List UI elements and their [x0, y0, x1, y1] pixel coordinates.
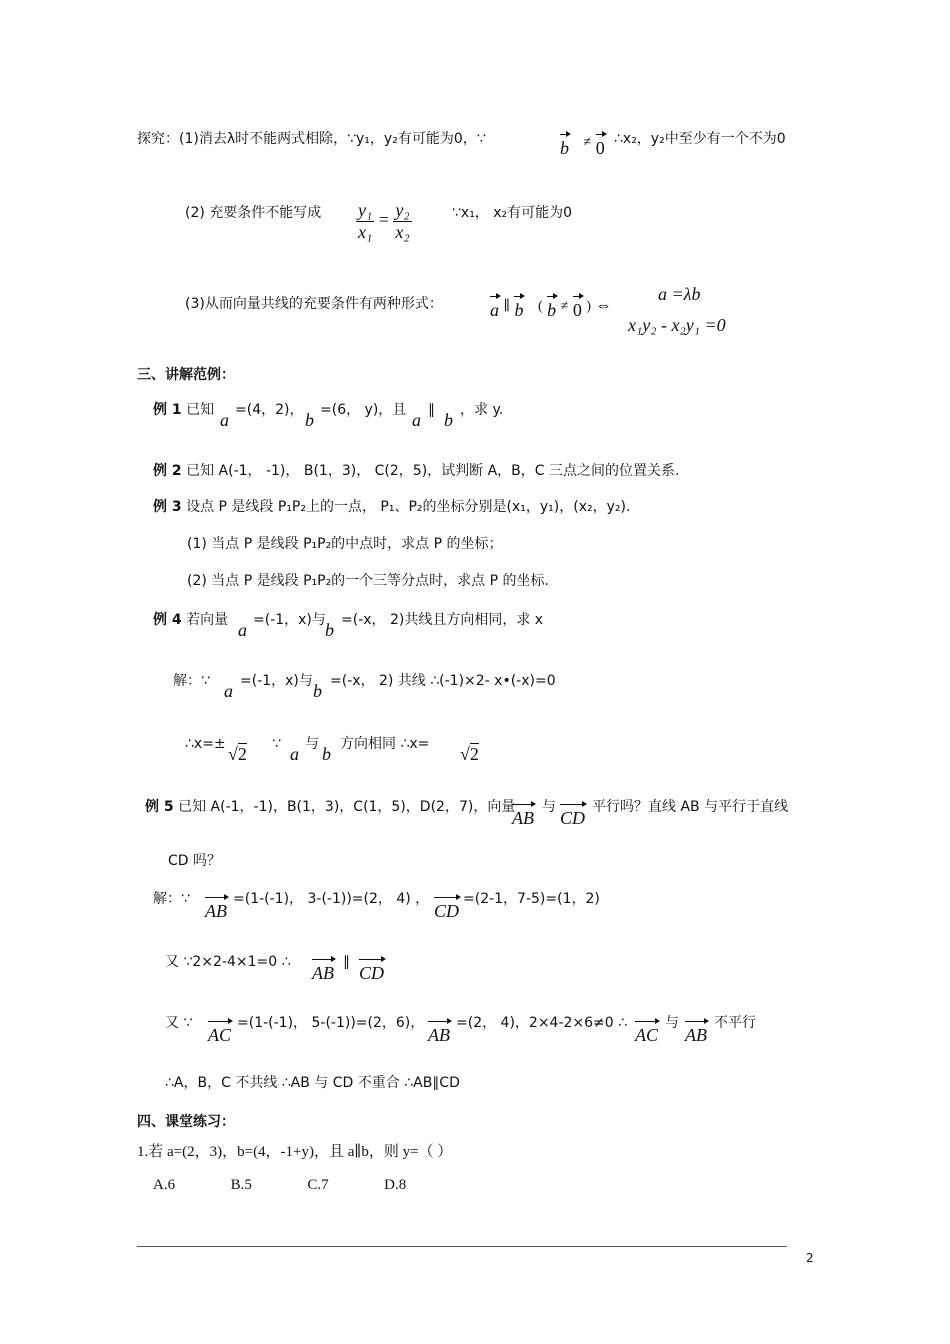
solution5-conclusion: ∴A，B，C 不共线 ∴AB 与 CD 不重合 ∴AB∥CD [165, 1075, 460, 1091]
vector-label: CD [560, 808, 586, 828]
vector-CD [359, 963, 384, 984]
vector-b: b [560, 138, 569, 158]
example-label: 例 5 [145, 799, 174, 815]
solution5-again: 又 ∵ [165, 1015, 193, 1031]
neq-sign: ≠ [560, 299, 569, 314]
example-label: 例 2 [153, 463, 182, 479]
option-d: D.8 [384, 1177, 407, 1193]
vector-label: AB [685, 1025, 707, 1045]
paren-open: ( [537, 299, 543, 314]
example1-tail: ，求 y. [460, 402, 504, 418]
vector-b: b [305, 410, 314, 430]
parallel-condition [490, 297, 612, 321]
parallel-sign: ∥ [428, 402, 435, 418]
vector-a: a [412, 410, 421, 430]
vector-label: CD [359, 963, 385, 983]
explore-line2-tail: ∵x₁， x₂有可能为0 [452, 205, 573, 221]
solution5-ab: =(1-(-1)， 3-(-1))=(2， 4) ， [233, 891, 430, 907]
example4-b-value: =(-x， 2)共线且方向相同，求 x [341, 612, 544, 628]
neq-sign: ≠ [583, 135, 592, 150]
explore-line2: (2) 充要条件不能写成 [185, 205, 322, 221]
vector-b: b [514, 300, 524, 320]
example1-text: 已知 [186, 402, 215, 418]
and-text: 与 [542, 799, 556, 815]
vector-label: AB [205, 901, 227, 921]
example2-text: 已知 A(-1， -1)， B(1，3)， C(2，5)，试判断 A，B，C 三点之间的位置关系. [186, 463, 680, 479]
solution4-a: =(-1，x)与 [240, 673, 313, 689]
vector-a: a [290, 744, 299, 764]
vector-b: b [325, 620, 334, 640]
and-text: 与 [665, 1015, 679, 1031]
vector-b: b [322, 744, 331, 764]
section4-heading: 四、课堂练习： [137, 1114, 235, 1130]
ratio-formula: $\frac{\text{y₁}}{\text{x₁}}$ = $\frac{\text{y₂}}{\text{x₂}}$ [358, 200, 410, 242]
parallel-sign: ∥ [503, 299, 510, 314]
example4-a-value: =(-1，x)与 [253, 612, 326, 628]
numerator-y2: y₂ [395, 200, 410, 220]
practice-options [153, 1175, 406, 1195]
example5-question: 平行吗？直线 AB 与平行于直线 [592, 799, 789, 815]
since-symbol: ∵ [272, 736, 281, 752]
vector-a: a [490, 300, 499, 320]
fraction-y1-x1 [356, 200, 374, 243]
vector-label: AB [312, 963, 334, 983]
vector-a: a [224, 681, 233, 701]
formula-lambda: a =λb [658, 284, 701, 304]
solution5-check: 又 ∵2×2-4×1=0 ∴ [165, 954, 291, 970]
practice-q1: 1.若 a=(2，3)，b=(4，-1+y)，且 a∥b，则 y=（ ） [137, 1144, 453, 1160]
vector-a: a [238, 620, 247, 640]
b-neq-zero-formula [560, 135, 605, 159]
parallel-sign: ∥ [343, 954, 350, 970]
vector-label: CD [434, 901, 460, 921]
vector-AB [512, 808, 534, 829]
example3-text: 设点 P 是线段 P₁P₂上的一点， P₁、P₂的坐标分别是(x₁，y₁)，(x₂，y₂). [186, 499, 631, 515]
vector-CD [434, 901, 459, 922]
vector-b: b [313, 681, 322, 701]
zero-vector: 0 [572, 300, 582, 320]
footer-divider [137, 1246, 787, 1247]
example1-b-value: =(6， y)，且 [320, 402, 407, 418]
example-label: 例 3 [153, 499, 182, 515]
vector-AB [312, 963, 334, 984]
numerator-y1: y₁ [358, 200, 373, 220]
iff-sign: ⇔ [595, 297, 612, 314]
solution-label: 解：∵ [153, 891, 190, 907]
same-direction-text: 方向相同 ∴x= [340, 736, 430, 752]
denominator-x2: x₂ [395, 222, 410, 242]
example5-question-cont: CD 吗？ [168, 853, 222, 869]
example3-q1: (1) 当点 P 是线段 P₁P₂的中点时，求点 P 的坐标； [187, 536, 503, 552]
and-text: 与 [305, 736, 319, 752]
example3-q2: (2) 当点 P 是线段 P₁P₂的一个三等分点时，求点 P 的坐标. [187, 573, 549, 589]
sqrt-2: √2 [228, 744, 247, 764]
vector-a: a [220, 410, 229, 430]
vector-b: b [547, 300, 557, 320]
section3-heading: 三、讲解范例： [137, 367, 235, 383]
vector-AC [635, 1025, 658, 1046]
vector-AB [428, 1025, 450, 1046]
paren-close: ) [586, 299, 591, 314]
vector-label: AC [635, 1025, 659, 1045]
example5 [145, 797, 515, 817]
fraction-y2-x2 [393, 200, 411, 243]
denominator-x1: x₁ [358, 222, 373, 242]
vector-AB [205, 901, 227, 922]
formula-cross: x₁y₂ - x₂y₁ =0 [628, 315, 726, 335]
example2 [153, 461, 679, 481]
example-label: 例 1 [153, 402, 182, 418]
sqrt-radicand: 2 [237, 744, 247, 764]
explore-text: 探究：(1)消去λ时不能两式相除，∵y₁，y₂有可能为0，∵ [137, 131, 486, 147]
example-label: 例 4 [153, 612, 182, 628]
solution5-cross: =(2， 4)，2×4-2×6≠0 ∴ [456, 1015, 628, 1031]
sqrt-2: √2 [460, 744, 479, 764]
vector-CD [560, 808, 585, 829]
option-c: C.7 [307, 1177, 329, 1193]
page-number: 2 [806, 1251, 814, 1265]
example1-a-value: =(4，2)， [235, 402, 304, 418]
example4 [153, 610, 228, 630]
vector-label: AB [512, 808, 534, 828]
explore-line1 [137, 129, 486, 149]
solution4-collinear: =(-x， 2) 共线 ∴(-1)×2- x•(-x)=0 [330, 673, 556, 689]
solution5-cd: =(2-1，7-5)=(1，2) [463, 891, 600, 907]
example1 [153, 400, 214, 420]
example5-text: 已知 A(-1，-1)，B(1，3)，C(1，5)，D(2，7)，向量 [178, 799, 516, 815]
not-parallel-text: 不平行 [714, 1015, 756, 1031]
zero-vector: 0 [595, 138, 605, 158]
option-a: A.6 [153, 1177, 176, 1193]
vector-label: AB [428, 1025, 450, 1045]
explore-line1-tail: ∴x₂，y₂中至少有一个不为0 [614, 131, 786, 147]
vector-label: AC [208, 1025, 232, 1045]
vector-b: b [444, 410, 453, 430]
vector-AB [685, 1025, 707, 1046]
example4-text: 若向量 [186, 612, 229, 628]
explore-line3: (3)从而向量共线的充要条件有两种形式： [185, 296, 443, 312]
option-b: B.5 [230, 1177, 252, 1193]
example3 [153, 497, 630, 517]
solution4-x: ∴x=± [185, 736, 226, 752]
vector-AC [208, 1025, 231, 1046]
solution5-ac: =(1-(-1)， 5-(-1))=(2，6)， [237, 1015, 425, 1031]
sqrt-radicand: 2 [469, 744, 479, 764]
solution-label: 解：∵ [173, 673, 210, 689]
